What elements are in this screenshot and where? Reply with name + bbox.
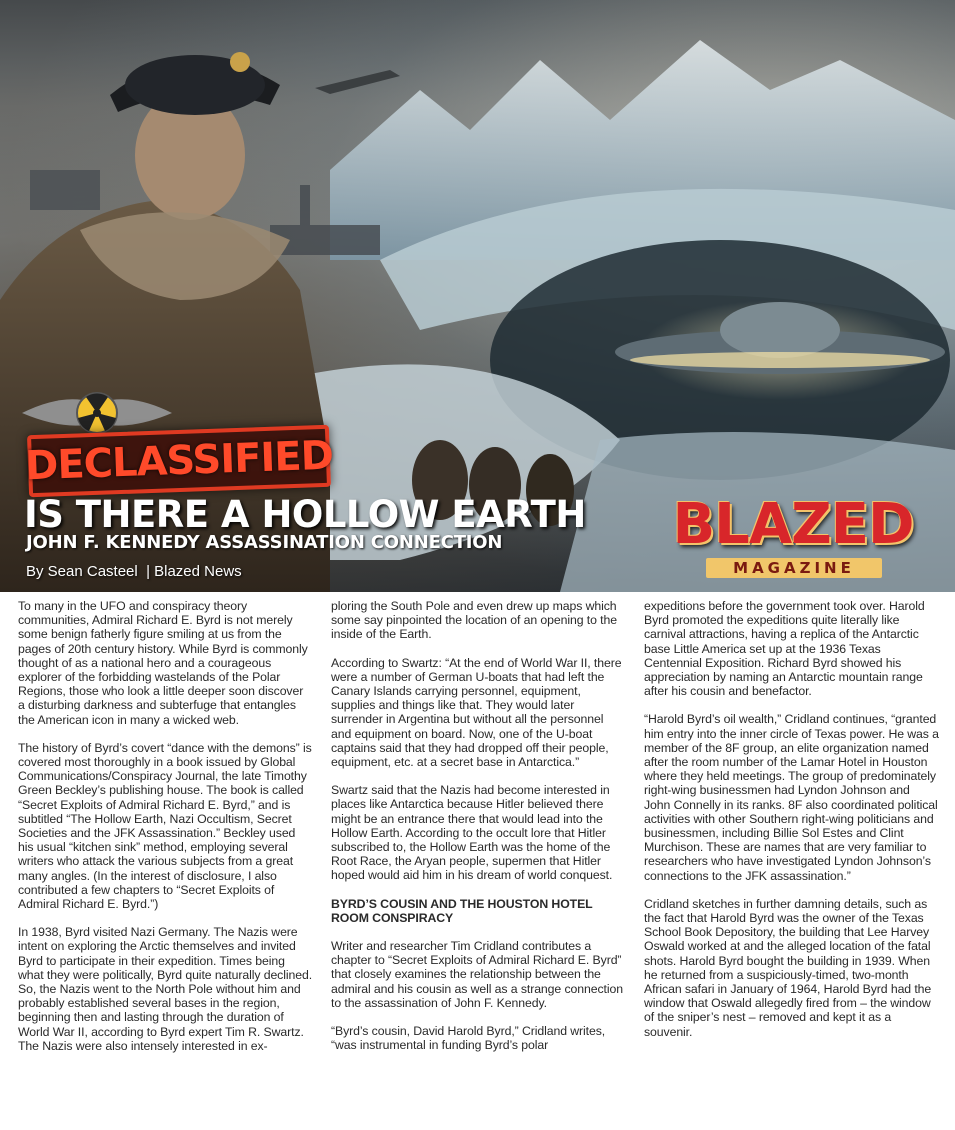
blazed-magazine-logo — [658, 492, 928, 584]
article-body — [18, 599, 940, 1124]
paragraph: expeditions before the government took over. Harold Byrd promoted the expeditions quite literally like carnival attractions, having a replica of the Antarctic base Little America set up at the 1936 Texas Centennial Exposition. Richard Byrd showed his appreciation by naming an Antarctic mountain range after his cousin and benefactor. — [644, 599, 925, 699]
declassified-label: DECLASSIFIED — [27, 425, 331, 498]
paragraph: Writer and researcher Tim Cridland contributes a chapter to “Secret Exploits of Admiral Richard E. Byrd” that closely examines the relationship between the admiral and his cousin as well as a strange connection to the assassination of John F. Kennedy. — [331, 939, 623, 1010]
column-3 — [644, 599, 939, 1124]
paragraph: “Harold Byrd’s oil wealth,” Cridland continues, “granted him entry into the inner circle of Texas power. He was a member of the 8F group, an elite organization named after the room number of the Lamar Hotel in Houston where they held meetings. The group of predominately right-wing businessmen had Lyndon Johnson and John Connelly in its ranks. 8F also coordinated political activities with other Southern right-wing politicians and businessmen, including Billie Sol Estes and Clint Murchison. These are names that are very familiar to researchers who have investigated Lyndon Johnson’s connections to the JFK assassination.” — [644, 712, 939, 883]
column-1 — [18, 599, 313, 1124]
logo-main: BLAZED — [672, 492, 914, 557]
subheadline: JOHN F. KENNEDY ASSASSINATION CONNECTION — [26, 532, 503, 553]
paragraph: According to Swartz: “At the end of World War II, there were a number of German U-boats that had left the Canary Islands carrying personnel, equipment, supplies and things like that. They would later surrender in Argentina but without all the personnel and equipment on board. Now, one of the U-boat captains said that they had dropped off their people, equipment, etc. at a secret base in Antarctica.” — [331, 655, 622, 770]
declassified-badge — [22, 388, 334, 498]
paragraph: ploring the South Pole and even drew up maps which some say pinpointed the location of an opening to the inside of the Earth. — [331, 599, 617, 642]
logo-sub: MAGAZINE — [706, 558, 882, 578]
paragraph: To many in the UFO and conspiracy theory communities, Admiral Richard E. Byrd is not merely some benign fatherly figure smiling at us from the pages of 20th century history. While Byrd is commonly thought of as a national hero and a courageous explorer of the forbidding wastelands of the Polar Regions, those who look a little deeper soon discover a disturbing darkness and subterfuge that entangles the American icon in many a wicked web. — [18, 599, 308, 727]
byline: By Sean Casteel | Blazed News — [26, 563, 242, 580]
paragraph: “Byrd’s cousin, David Harold Byrd,” Cridland writes, “was instrumental in funding Byrd’s polar — [331, 1024, 606, 1053]
paragraph: The history of Byrd’s covert “dance with the demons” is covered most thoroughly in a book issued by Global Communications/Conspiracy Journal, the late Timothy Green Beckley’s publishing house. The book is called “Secret Exploits of Admiral Richard E. Byrd,” and is subtitled “The Hollow Earth, Nazi Occultism, Secret Societies and the JFK Assassination.” Beckley used his usual “kitchen sink” method, employing several writers who attack the various subjects from a great many angles. (In the interest of disclosure, I also contributed a few chapters to “Secret Exploits of Admiral Richard E. Byrd.”) — [18, 740, 312, 912]
column-2 — [331, 599, 626, 1124]
paragraph: Cridland sketches in further damning details, such as the fact that Harold Byrd was the owner of the Texas School Book Depository, the building that Lee Harvey Oswald worked at and the alleged location of the fatal shots. Harold Byrd bought the building in 1939. When he returned from a suspiciously-timed, two-month African safari in January of 1964, Harold Byrd had the window that Oswald allegedly fired from – the window of the sniper’s nest – removed and kept it as a souvenir. — [644, 896, 932, 1039]
paragraph: In 1938, Byrd visited Nazi Germany. The Nazis were intent on exploring the Arctic themselves and invited Byrd to participate in their expedition. Times being what they were politically, Byrd quite naturally declined. So, the Nazis went to the North Pole without him and probably established several bases in the region, beginning then and lasting through the duration of World War II, according to Byrd expert Tim R. Swartz. The Nazis were also intensely interested in ex- — [18, 925, 313, 1053]
paragraph: Swartz said that the Nazis had become interested in places like Antarctica because Hitler believed there might be an entrance there that would lead into the Hollow Earth. According to the occult lore that Hitler subscribed to, the Hollow Earth was the home of the Root Race, the Aryan people, supermen that Hitler hoped would aid him in his dream of world conquest. — [331, 783, 613, 883]
section-heading: BYRD’S COUSIN AND THE HOUSTON HOTEL ROOM CONSPIRACY — [331, 896, 593, 925]
headline: IS THERE A HOLLOW EARTH — [24, 493, 586, 536]
